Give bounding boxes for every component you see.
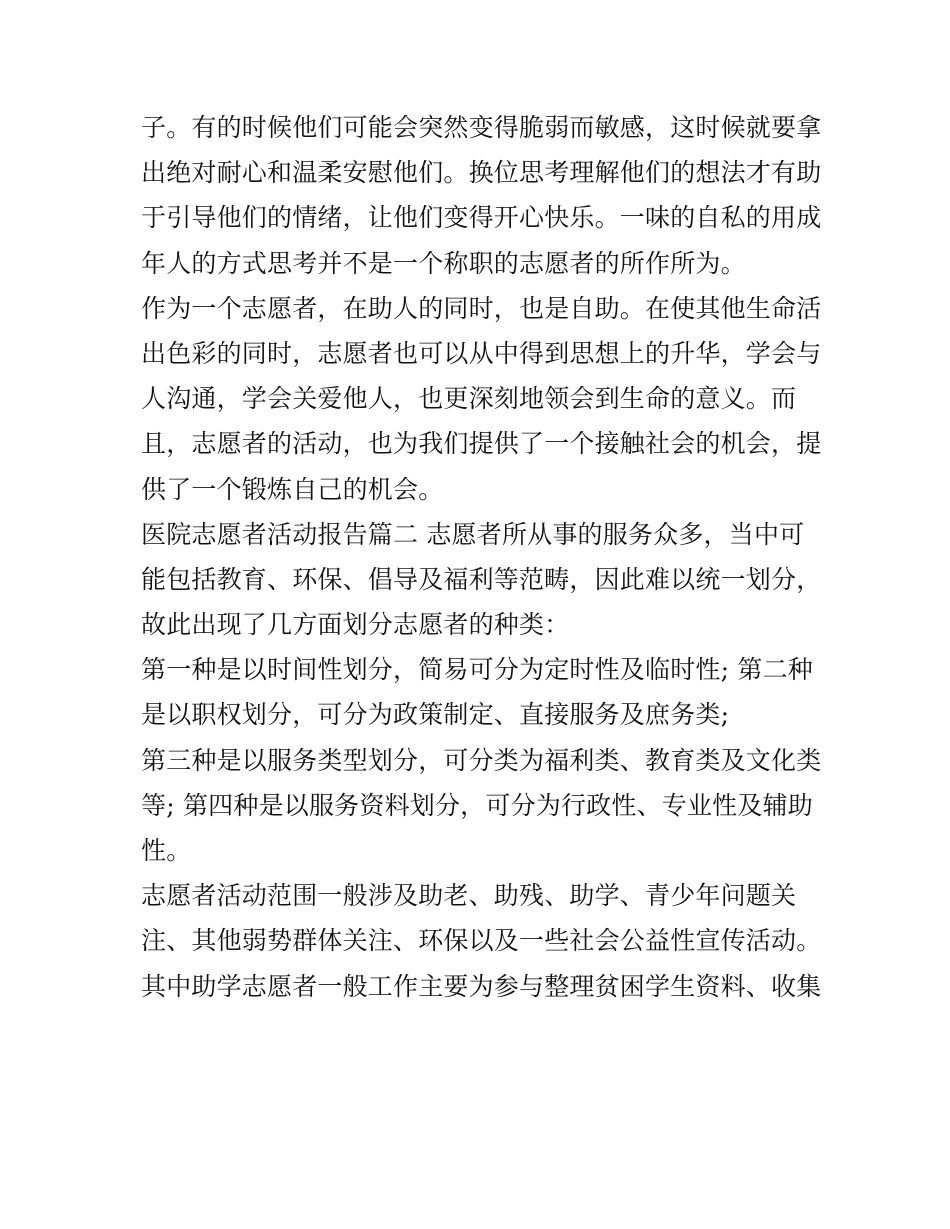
text-line-4: 年人的方式思考并不是一个称职的志愿者的所作所为。	[141, 248, 746, 278]
text-line-11: 能包括教育、环保、倡导及福利等范畴，因此难以统一划分，	[141, 564, 822, 594]
text-line-12: 故此出现了几方面划分志愿者的种类：	[141, 610, 570, 640]
text-line-19: 注、其他弱势群体关注、环保以及一些社会公益性宣传活动。	[141, 926, 822, 956]
text-line-5: 作为一个志愿者，在助人的同时，也是自助。在使其他生命活	[141, 293, 822, 323]
text-line-6: 出色彩的同时，志愿者也可以从中得到思想上的升华，学会与	[141, 338, 822, 368]
text-line-9: 供了一个锻炼自己的机会。	[141, 474, 444, 504]
text-line-17: 性。	[141, 836, 192, 865]
text-line-8: 且，志愿者的活动，也为我们提供了一个接触社会的机会，提	[141, 429, 822, 459]
text-line-1: 子。有的时候他们可能会突然变得脆弱而敏感，这时候就要拿	[141, 113, 822, 142]
text-line-14: 是以职权划分，可分为政策制定、直接服务及庶务类;	[141, 700, 730, 730]
text-line-18: 志愿者活动范围一般涉及助老、助残、助学、青少年问题关	[141, 881, 797, 911]
text-line-10: 医院志愿者活动报告篇二 志愿者所从事的服务众多，当中可	[141, 519, 805, 549]
text-line-20: 其中助学志愿者一般工作主要为参与整理贫困学生资料、收集	[141, 971, 822, 1001]
body-text	[141, 105, 821, 1009]
text-line-7: 人沟通，学会关爱他人，也更深刻地领会到生命的意义。而	[141, 384, 797, 414]
text-line-3: 于引导他们的情绪，让他们变得开心快乐。一味的自私的用成	[141, 203, 822, 233]
text-line-16: 等; 第四种是以服务资料划分，可分为行政性、专业性及辅助	[141, 790, 813, 820]
text-line-2: 出绝对耐心和温柔安慰他们。换位思考理解他们的想法才有助	[141, 158, 822, 188]
text-line-13: 第一种是以时间性划分，简易可分为定时性及临时性; 第二种	[141, 655, 813, 685]
text-line-15: 第三种是以服务类型划分，可分类为福利类、教育类及文化类	[141, 745, 822, 775]
